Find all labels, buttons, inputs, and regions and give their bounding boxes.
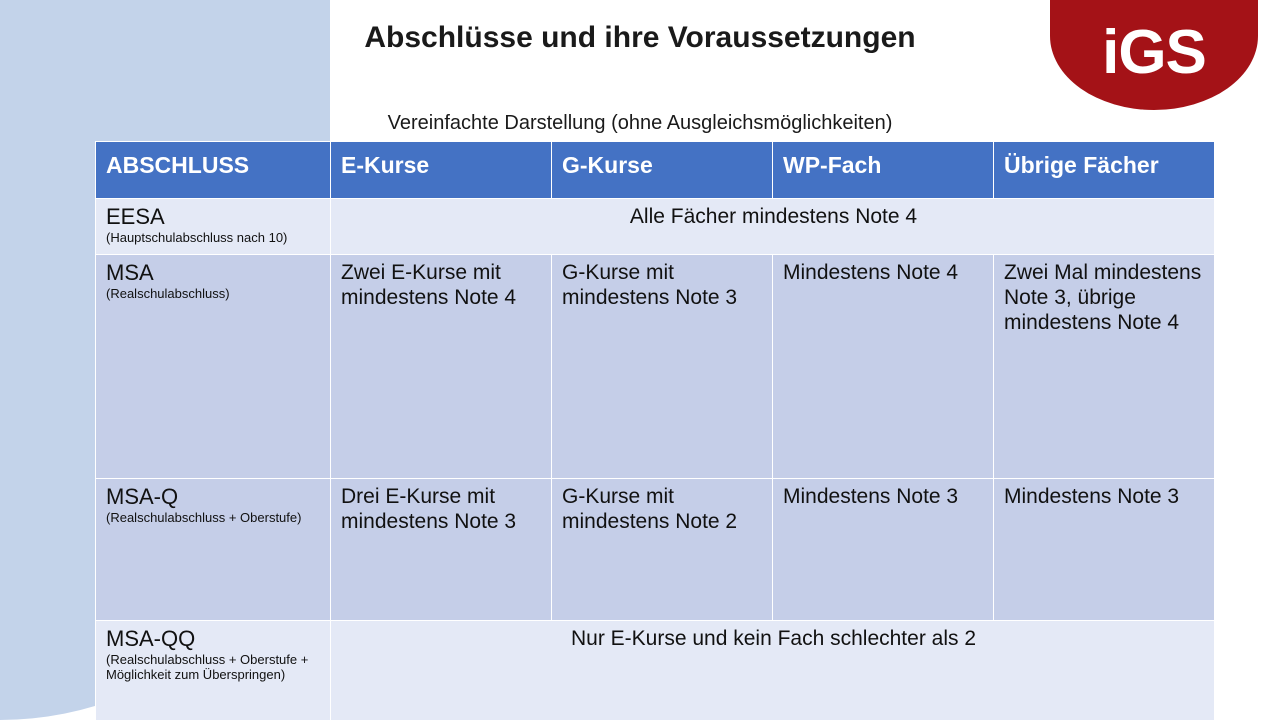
- cell-msaq-wp-fach: Mindestens Note 3: [773, 479, 994, 621]
- column-header-uebrige-faecher: Übrige Fächer: [994, 142, 1215, 199]
- column-header-wp-fach: WP-Fach: [773, 142, 994, 199]
- table-row: [96, 255, 1215, 479]
- cell-msa-uebrige: Zwei Mal mindestens Note 3, übrige mindestens Note 4: [994, 255, 1215, 479]
- row-label-msa: [96, 255, 331, 479]
- abschluss-name: MSA-QQ: [106, 626, 196, 651]
- cell-msa-g-kurse: G-Kurse mit mindestens Note 3: [552, 255, 773, 479]
- cell-msa-wp-fach: Mindestens Note 4: [773, 255, 994, 479]
- igs-logo-badge: [1050, 0, 1258, 110]
- merged-requirement-msa-qq: Nur E-Kurse und kein Fach schlechter als 2: [331, 621, 1215, 721]
- page-subtitle: Vereinfachte Darstellung (ohne Ausgleichsmöglichkeiten): [387, 112, 893, 134]
- row-label-eesa: [96, 199, 331, 255]
- logo-text: iGS: [1102, 18, 1206, 87]
- abschluss-name: MSA: [106, 260, 154, 285]
- row-label-msa-qq: [96, 621, 331, 721]
- cell-msaq-e-kurse: Drei E-Kurse mit mindestens Note 3: [331, 479, 552, 621]
- abschluss-subtitle: (Realschulabschluss + Oberstufe): [106, 510, 302, 526]
- table-header-row: [96, 142, 1215, 199]
- table-row: [96, 479, 1215, 621]
- table-row: [96, 199, 1215, 255]
- abschluss-subtitle: (Hauptschulabschluss nach 10): [106, 230, 288, 246]
- abschluss-name: EESA: [106, 204, 165, 229]
- column-header-abschluss: ABSCHLUSS: [96, 142, 331, 199]
- cell-msaq-g-kurse: G-Kurse mit mindestens Note 2: [552, 479, 773, 621]
- merged-requirement-eesa: Alle Fächer mindestens Note 4: [331, 199, 1215, 255]
- abschluss-name: MSA-Q: [106, 484, 179, 509]
- column-header-e-kurse: E-Kurse: [331, 142, 552, 199]
- qualifications-table: [95, 141, 1215, 721]
- abschluss-subtitle: (Realschulabschluss): [106, 286, 230, 302]
- column-header-g-kurse: G-Kurse: [552, 142, 773, 199]
- table-row: [96, 621, 1215, 721]
- cell-msa-e-kurse: Zwei E-Kurse mit mindestens Note 4: [331, 255, 552, 479]
- page-title: Abschlüsse und ihre Voraussetzungen: [364, 21, 916, 54]
- abschluss-subtitle: (Realschulabschluss + Oberstufe + Möglichkeit zum Überspringen): [106, 652, 309, 683]
- row-label-msa-q: [96, 479, 331, 621]
- cell-msaq-uebrige: Mindestens Note 3: [994, 479, 1215, 621]
